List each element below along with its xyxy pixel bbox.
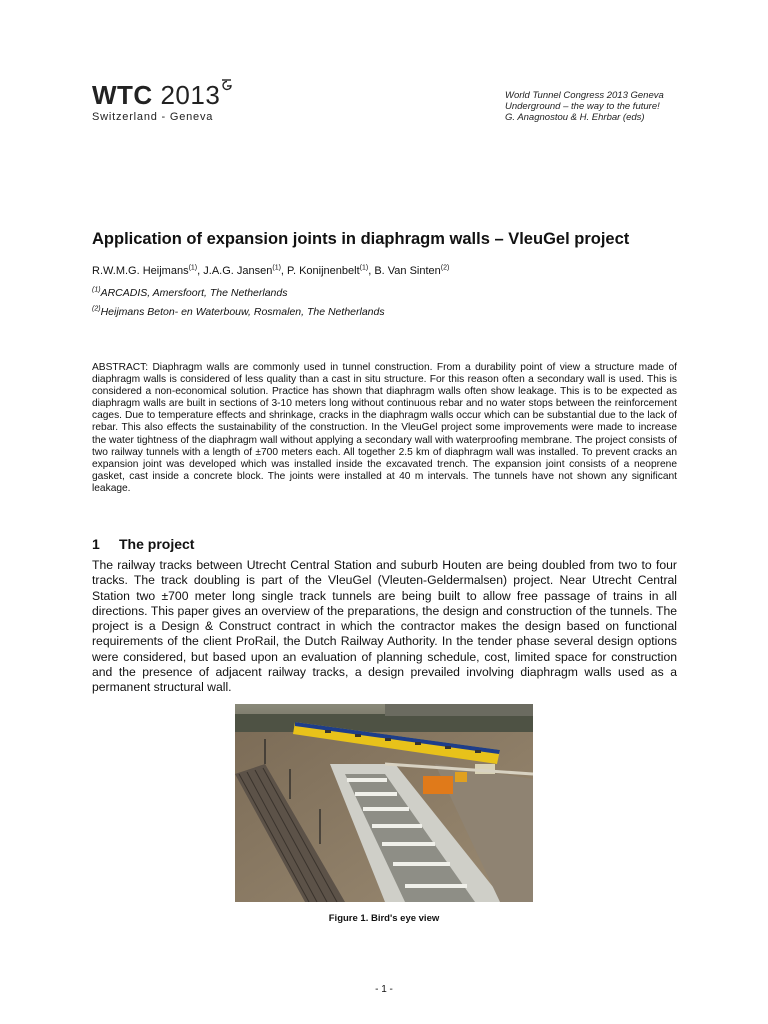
figure-caption: Figure 1. Bird's eye view: [328, 913, 440, 924]
header-line-3: G. Anagnostou & H. Ehrbar (eds): [505, 112, 645, 123]
conference-header: [505, 90, 664, 123]
abstract: ABSTRACT: Diaphragm walls are commonly used in tunnel construction. From a durability point of view a structure made of diaphragm walls is considered of less quality than a cast in situ structure. For this reason often a secondary wall is used. This is considered a non-economical solution. Practice has shown that diaphragm walls often show leakage. This is to be expected as diaphragm walls are built in sections of 3-10 meters long without continuous rebar and no water stops between the reinforcement cages. Due to temperature effects and shrinkage, cracks in the diaphragm walls occur which can be substantial due to the lack of rebar. This also effects the sustainability of the construction. In the VleuGel project some improvements were made to increase the water tightness of the diaphragm wall without applying a secondary wall with waterproofing membrane. The project consists of two railway tunnels with a length of ±700 meters each. All together 2.5 km of diaphragm wall was installed. To prevent cracks an expansion joint was developed which was installed inside the excavated trench. The expansion joint consists of a neoprene gasket, cast inside a concrete block. The joints were installed at 40 m intervals. The tunnels have not shown any significant leakage.: [92, 362, 677, 494]
logo-location: Switzerland - Geneva: [92, 111, 214, 123]
figure-photo: [235, 704, 533, 902]
author-name: P. Konijnenbelt: [287, 265, 360, 277]
section-title: The project: [119, 536, 195, 552]
section-number: 1: [92, 536, 100, 552]
author-name: B. Van Sinten: [374, 265, 441, 277]
page-number: - 1 -: [375, 984, 393, 995]
affiliation-text: ARCADIS, Amersfoort, The Netherlands: [100, 287, 288, 299]
author-affil-mark: (1): [272, 264, 281, 272]
header-line-2: Underground – the way to the future!: [505, 101, 660, 112]
birds-eye-view-image: [235, 704, 533, 902]
affiliation-2: [92, 306, 385, 318]
author-name: J.A.G. Jansen: [203, 265, 273, 277]
author-list: R.W.M.G. Heijmans$^{(1)}$, J.A.G. Jansen$^{(1)}$, P. Konijnenbelt$^{(1)}$, B. Van Sinten$^{(2)}$: [92, 264, 450, 277]
header-line-1: World Tunnel Congress 2013 Geneva: [505, 90, 664, 101]
wtc-logo: [92, 82, 252, 132]
author-affil-mark: (2): [440, 264, 450, 272]
logo-year: 2013: [160, 80, 221, 110]
paper-title: Application of expansion joints in diaphragm walls – VleuGel project: [92, 230, 630, 248]
author-affil-mark: (1): [359, 264, 369, 272]
affiliation-mark: (1): [92, 286, 101, 294]
affiliation-1: [92, 287, 288, 299]
affiliation-text: Heijmans Beton- en Waterbouw, Rosmalen, The Netherlands: [100, 306, 385, 318]
logo-bold: WTC: [92, 80, 153, 110]
body-paragraph: The railway tracks between Utrecht Central Station and suburb Houten are being doubled from two to four tracks. The track doubling is part of the VleuGel (Vleuten-Geldermalsen) project. Near Utrecht Central Station two ±700 meter long single track tunnels are being built to allow free passage of trains in all directions. This paper gives an overview of the preparations, the design and construction of the tunnels. The project is a Design & Construct contract in which the contractor makes the design based on functional requirements of the client ProRail, the Dutch Railway Authority. In the tender phase several design options were considered, but based upon an evaluation of planning schedule, cost, limited space for construction and the presence of adjacent railway tracks, a design prevailed involving diaphragm walls used as a permanent structural wall.: [92, 558, 677, 695]
author-affil-mark: (1): [188, 264, 198, 272]
logo-swirl-icon: [220, 78, 234, 92]
author-name: R.W.M.G. Heijmans: [92, 265, 189, 277]
affiliation-mark: (2): [92, 305, 101, 313]
section-heading: [92, 536, 194, 552]
